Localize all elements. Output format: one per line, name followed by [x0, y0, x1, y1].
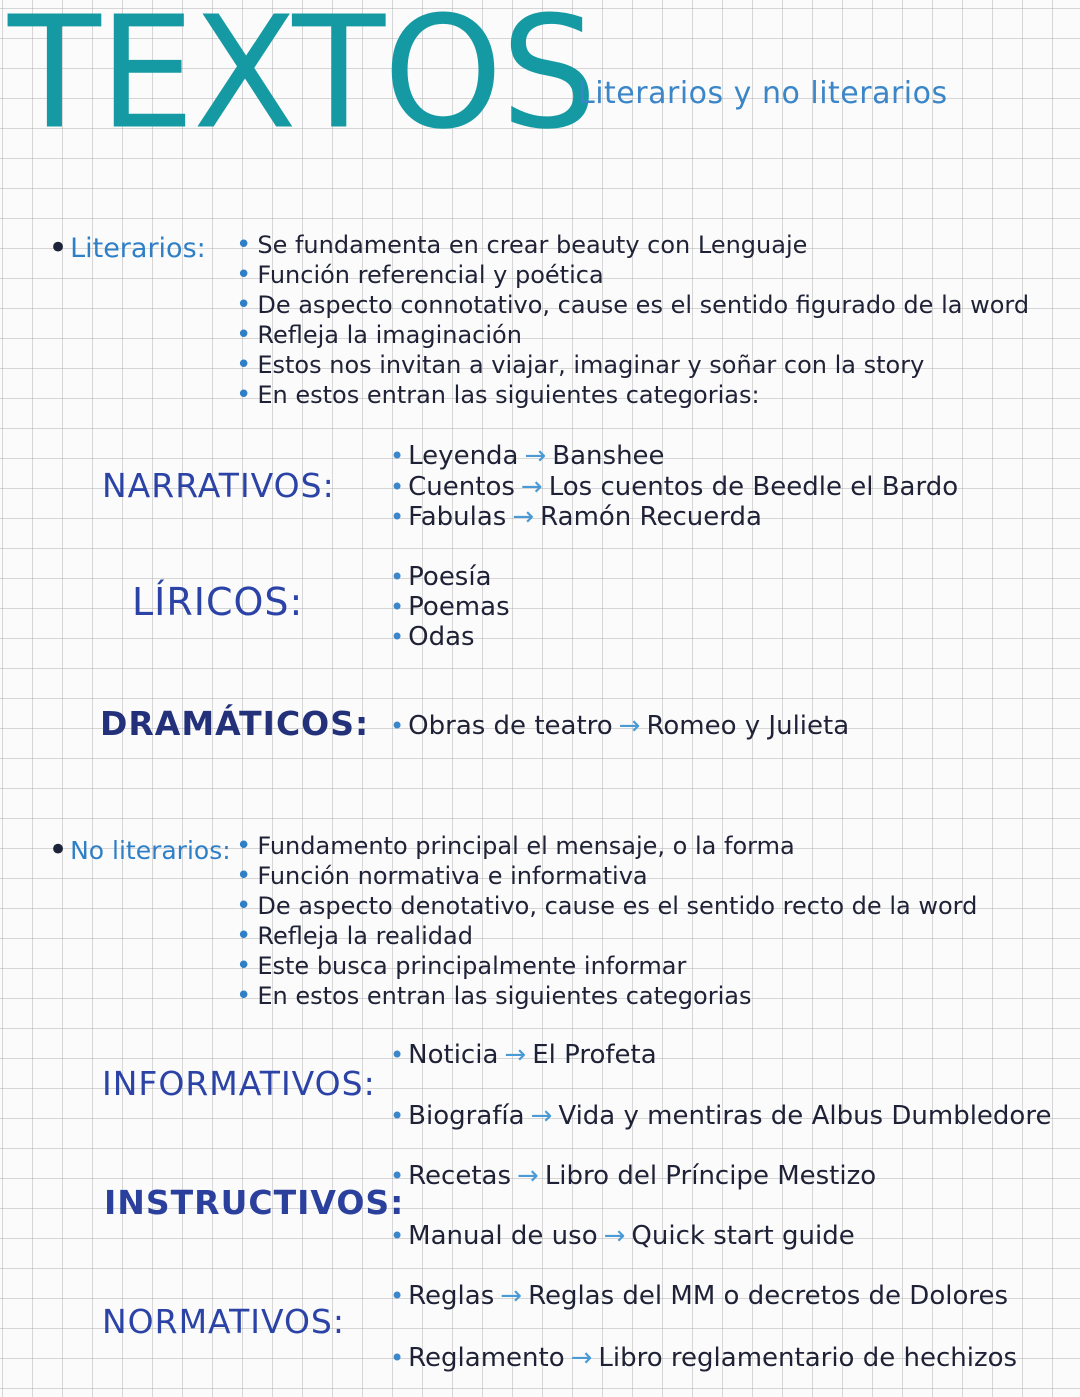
arrow-right-icon: → [504, 1040, 527, 1070]
property-item: • En estos entran las siguientes categorias: [236, 380, 1029, 410]
property-item: • Fundamento principal el mensaje, o la forma [236, 831, 977, 861]
arrow-right-icon: → [512, 502, 535, 532]
example-item: • Leyenda → Banshee [390, 441, 665, 471]
property-item: • Refleja la imaginación [236, 320, 1029, 350]
property-item: • De aspecto denotativo, cause es el sentido recto de la word [236, 891, 977, 921]
page-title: TEXTOS [8, 0, 596, 164]
arrow-right-icon: → [530, 1101, 553, 1131]
arrow-right-icon: → [517, 1161, 539, 1191]
literarios-properties [236, 230, 1029, 410]
category-label-normativos: NORMATIVOS: [102, 1302, 345, 1341]
arrow-right-icon: → [570, 1343, 593, 1373]
example-item: • Noticia → El Profeta [390, 1040, 657, 1070]
section-label-text: No literarios: [70, 836, 231, 865]
arrow-right-icon: → [500, 1281, 523, 1311]
page-subtitle: Literarios y no literarios [578, 76, 948, 111]
example-item: • Fabulas → Ramón Recuerda [390, 502, 762, 532]
example-item: • Poemas [390, 592, 510, 622]
property-item: • Este busca principalmente informar [236, 951, 977, 981]
category-label-narrativos: NARRATIVOS: [102, 466, 335, 505]
property-item: • Función normativa e informativa [236, 861, 977, 891]
bullet-icon: • [48, 228, 69, 268]
example-item: • Poesía [390, 562, 492, 592]
example-item: • Obras de teatro → Romeo y Julieta [390, 711, 850, 741]
example-item: • Manual de uso → Quick start guide [390, 1221, 855, 1251]
category-label-instructivos: INSTRUCTIVOS: [104, 1183, 405, 1222]
example-item: • Cuentos → Los cuentos de Beedle el Bardo [390, 472, 959, 502]
arrow-right-icon: → [524, 441, 547, 471]
section-label-no-literarios [48, 830, 231, 870]
property-item: • Función referencial y poética [236, 260, 1029, 290]
category-label-informativos: INFORMATIVOS: [102, 1064, 376, 1103]
property-item: • De aspecto connotativo, cause es el sentido figurado de la word [236, 290, 1029, 320]
example-item: • Reglamento → Libro reglamentario de hechizos [390, 1343, 1018, 1373]
arrow-right-icon: → [603, 1221, 626, 1251]
arrow-right-icon: → [520, 472, 543, 502]
bullet-icon: • [48, 830, 69, 870]
category-label-dramaticos: DRAMÁTICOS: [100, 704, 370, 743]
property-item: • En estos entran las siguientes categorias [236, 981, 977, 1011]
section-label-text: Literarios: [70, 233, 206, 264]
category-label-liricos: LÍRICOS: [132, 580, 304, 624]
example-item: • Biografía → Vida y mentiras de Albus Dumbledore [390, 1101, 1052, 1131]
example-item: • Odas [390, 622, 475, 652]
section-label-literarios [48, 228, 206, 268]
property-item: • Se fundamenta en crear beauty con Lenguaje [236, 230, 1029, 260]
no-literarios-properties [236, 831, 977, 1011]
example-item: • Reglas → Reglas del MM o decretos de Dolores [390, 1281, 1009, 1311]
example-item: • Recetas → Libro del Príncipe Mestizo [390, 1161, 877, 1191]
property-item: • Refleja la realidad [236, 921, 977, 951]
arrow-right-icon: → [618, 711, 641, 741]
property-item: • Estos nos invitan a viajar, imaginar y soñar con la story [236, 350, 1029, 380]
